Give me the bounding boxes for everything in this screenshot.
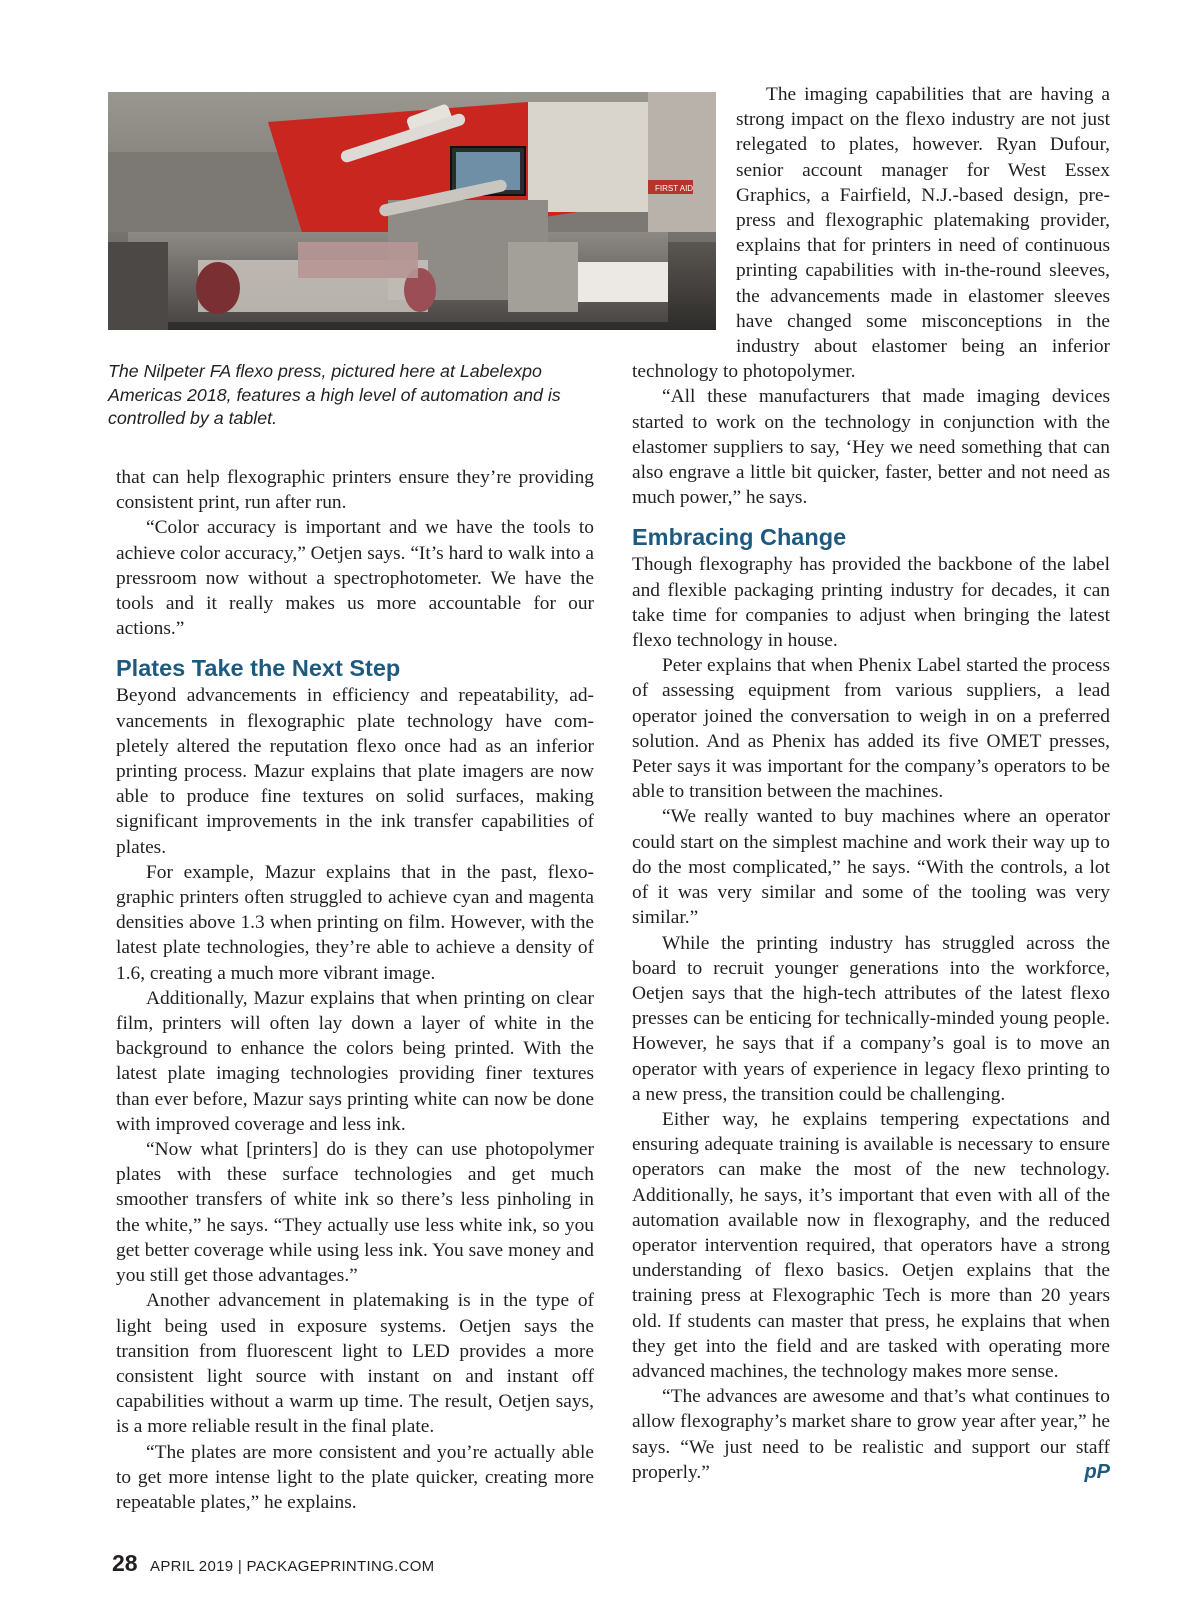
pp-signoff: pP (1084, 1460, 1110, 1483)
press-photo (108, 92, 716, 330)
final-paragraph-text: “The advances are awesome and that’s what continues to allow flexography’s market share to grow year after year,” he says. “We just need to be realistic and support our staff properly.” (632, 1386, 1110, 1483)
paragraph: “We really wanted to buy machines where an operator could start on the simplest machine and work their way up to do the most complicated,” he says. “With the controls, a lot of it was very similar and some of the tooling was very similar.” (632, 806, 1110, 929)
paragraph: Another advancement in platemaking is in the type of light being used in exposure systems. Oetjen says the transition from fluorescent light to LED provides a more consistent light source with instant on and instant off capabilities without a warm up time. The result, Oetjen says, is a more reliable result in the final plate. (116, 1290, 594, 1438)
left-column (116, 465, 594, 1515)
paragraph: Peter explains that when Phenix Label started the process of assessing equipment from various suppliers, a lead operator joined the conversation to weigh in on a preferred solution. And as Phenix has added its five OMET presses, Peter says it was important for the company’s operators to be able to transition between the machines. (632, 655, 1110, 803)
section-heading-embracing-change: Embracing Change (632, 524, 847, 551)
photo-caption: The Nilpeter FA flexo press, pictured here at Labelexpo Americas 2018, features a high level of automation and is controlled by a tablet. (108, 361, 561, 428)
left-intro-paragraphs (116, 465, 594, 641)
paragraph: The imaging capabilities that are having a strong impact on the flexo industry are not just relegated to plates, however. Ryan Dufour, senior account manager for West Essex Graphics, a Fairfield, N.J.-based design, prepress and flexographic platemaking provider, explains that for printers in need of continuous printing capabilities with in-the-round sleeves, the advancements made in elastomer sleeves have changed some misconceptions in the industry about elastomer being an inferior technology to photopolymer. (632, 84, 1110, 383)
paragraph: “All these manufacturers that made imaging devices started to work on the technology in conjunction with the elastomer suppliers to say, ‘Hey we need something that can also engrave a little bit quicker, faster, better and not need as much power,” he says. (632, 386, 1110, 509)
photo-inset-space (632, 82, 736, 348)
right-body-paragraphs (632, 552, 1110, 1384)
paragraph: While the printing industry has struggled across the board to recruit younger generations into the workforce, Oetjen says that the high-tech attributes of the latest flexo presses can be enticing for technically-minded young people. However, he says that if a company’s goal is to move an operator with years of experience in legacy flexo printing to a new press, the transition could be challenging. (632, 932, 1110, 1105)
final-paragraph (632, 1384, 1110, 1485)
first-aid-sign: FIRST AID (655, 184, 694, 193)
paragraph: “Now what [printers] do is they can use photopolymer plates with these surface technologies and get much smoother transfers of white ink so there’s less pinholing in the white,” he says. “They actually use less white ink, so you get better coverage while using less ink. You save money and you still get those advantages.” (116, 1139, 594, 1287)
paragraph: “The plates are more consistent and you’re actually able to get more intense light to the plate quicker, creating more repeatable plates,” he explains. (116, 1441, 594, 1513)
press-photo-illustration (108, 92, 716, 330)
footer-issue-site: APRIL 2019 | PACKAGEPRINTING.COM (150, 1558, 435, 1575)
section-heading-plates: Plates Take the Next Step (116, 655, 401, 682)
page-number: 28 (112, 1550, 138, 1576)
paragraph: Additionally, Mazur explains that when printing on clear film, printers will often lay down a layer of white in the background to enhance the colors being printed. With the latest plate imaging technologies providing finer textures than ever before, Mazur says printing white can now be done with improved coverage and less ink. (116, 987, 594, 1135)
paragraph: For example, Mazur explains that in the past, flexographic printers often struggled to achieve cyan and magenta densities above 1.3 when printing on film. However, with the latest plate technologies, they’re able to achieve a density of 1.6, creating a much more vibrant image. (116, 861, 594, 984)
paragraph: “Color accuracy is important and we have the tools to achieve color accuracy,” Oetjen says. “It’s hard to walk into a pressroom now without a spectrophotometer. We have the tools and it really makes us more accountable for our actions.” (116, 517, 594, 640)
left-body-paragraphs (116, 683, 594, 1515)
paragraph: Either way, he explains tempering expectations and ensuring adequate training is available is necessary to ensure operators can make the most of the new technology. Additionally, he says, it’s important that even with all of the automation available now in flexography, and the reduced operator intervention required, that operators have a strong understanding of flexo basics. Oetjen explains that the training press at Flexographic Tech is more than 20 years old. If students can master that press, he explains that when they get into the field and are tasked with operating more advanced machines, the technology makes more sense. (632, 1108, 1110, 1382)
page-footer (112, 1550, 434, 1577)
right-column (632, 82, 1110, 1485)
paragraph: that can help flexographic printers ensure they’re providing consistent print, run after run. (116, 467, 594, 514)
paragraph: Though flexography has provided the backbone of the label and flexible packaging printing industry for decades, it can take time for companies to adjust when bringing the latest flexo technology in house. (632, 554, 1110, 652)
paragraph: Beyond advancements in efficiency and repeatability, advancements in flexographic plate technology have completely altered the reputation flexo once had as an inferior printing process. Mazur explains that plate imagers are now able to produce fine textures on solid surfaces, making significant improvements in the ink transfer capabilities of plates. (116, 685, 594, 858)
